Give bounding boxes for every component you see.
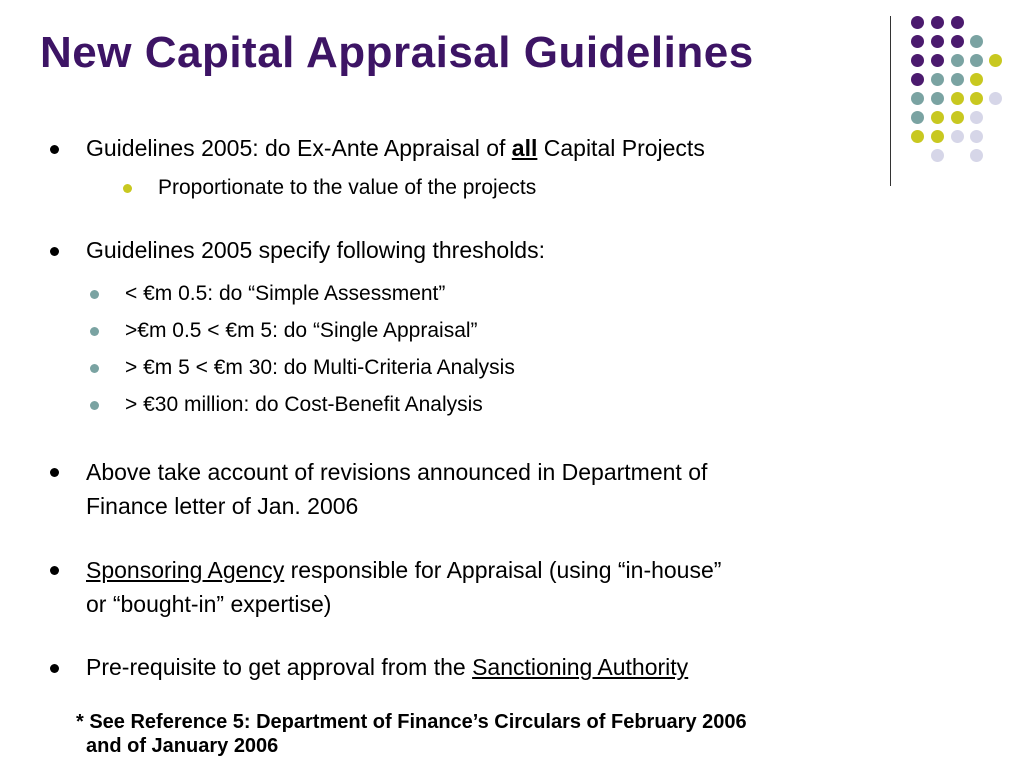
bullet-text: Guidelines 2005 specify following thresholds: [86, 237, 545, 263]
bullet-dot [50, 145, 59, 154]
bullet-dot [50, 664, 59, 673]
threshold-text: > €m 5 < €m 30: do Multi-Criteria Analysis [125, 356, 515, 379]
sub-bullet-text: Proportionate to the value of the projects [158, 176, 537, 199]
threshold-item [125, 282, 445, 306]
decor-dot [951, 130, 964, 143]
decor-dot [970, 73, 983, 86]
sub-bullet-dot [90, 327, 99, 336]
decorative-dot-grid [0, 0, 1024, 200]
bullet-text-line2: or “bought-in” expertise) [86, 591, 332, 617]
emphasis-all: all [511, 135, 538, 161]
decor-dot [970, 111, 983, 124]
decor-dot [911, 111, 924, 124]
decor-dot [911, 92, 924, 105]
decor-dot [931, 111, 944, 124]
footnote-line1: * See Reference 5: Department of Finance’s Circulars of February 2006 [76, 711, 747, 733]
decor-dot [951, 35, 964, 48]
bullet-text: Capital Projects [537, 135, 705, 161]
decor-dot [931, 92, 944, 105]
bullet-text-line1: responsible for Appraisal (using “in-house” [284, 557, 722, 583]
bullet-guidelines-all-projects [86, 135, 705, 162]
decor-dot [931, 35, 944, 48]
decor-dot [931, 73, 944, 86]
sub-bullet-dot [123, 184, 132, 193]
sponsoring-agency-link[interactable]: Sponsoring Agency [86, 557, 285, 583]
decor-dot [911, 73, 924, 86]
decor-dot [931, 149, 944, 162]
decor-dot [951, 92, 964, 105]
decor-dot [970, 130, 983, 143]
bullet-text: Pre-requisite to get approval from the [86, 654, 473, 680]
bullet-prerequisite [86, 654, 688, 681]
decor-dot [911, 35, 924, 48]
decor-dot [911, 54, 924, 67]
decor-dot [931, 16, 944, 29]
decor-dot [911, 16, 924, 29]
decor-dot [989, 92, 1002, 105]
decor-dot [911, 130, 924, 143]
bullet-text-line2: Finance letter of Jan. 2006 [86, 493, 359, 519]
decor-dot [970, 54, 983, 67]
footnote [76, 710, 747, 758]
bullet-revisions [86, 455, 707, 523]
threshold-text: >€m 0.5 < €m 5: do “Single Appraisal” [125, 319, 478, 342]
threshold-item [125, 319, 478, 343]
threshold-item [125, 393, 483, 417]
bullet-text: Guidelines 2005: do Ex-Ante Appraisal of [86, 135, 512, 161]
threshold-text: > €30 million: do Cost-Benefit Analysis [125, 393, 483, 416]
sub-bullet-dot [90, 364, 99, 373]
decor-dot [970, 35, 983, 48]
decor-dot [951, 73, 964, 86]
decor-dot [989, 54, 1002, 67]
decor-dot [951, 111, 964, 124]
bullet-dot [50, 247, 59, 256]
decor-dot [931, 54, 944, 67]
bullet-sponsoring-agency [86, 553, 721, 621]
footnote-line2: and of January 2006 [86, 735, 279, 757]
decor-dot [970, 92, 983, 105]
decor-dot [970, 149, 983, 162]
decor-dot [951, 54, 964, 67]
bullet-dot [50, 468, 59, 477]
bullet-text-line1: Above take account of revisions announced in Department of [86, 459, 708, 485]
threshold-item [125, 356, 515, 380]
sub-bullet-dot [90, 401, 99, 410]
decor-dot [931, 130, 944, 143]
sub-bullet-proportionate [158, 176, 536, 200]
slide-title: New Capital Appraisal Guidelines [40, 28, 754, 77]
sub-bullet-dot [90, 290, 99, 299]
sanctioning-authority-link[interactable]: Sanctioning Authority [472, 654, 689, 680]
bullet-dot [50, 566, 59, 575]
threshold-text: < €m 0.5: do “Simple Assessment” [125, 282, 446, 305]
decor-dot [951, 16, 964, 29]
bullet-thresholds [86, 237, 545, 264]
